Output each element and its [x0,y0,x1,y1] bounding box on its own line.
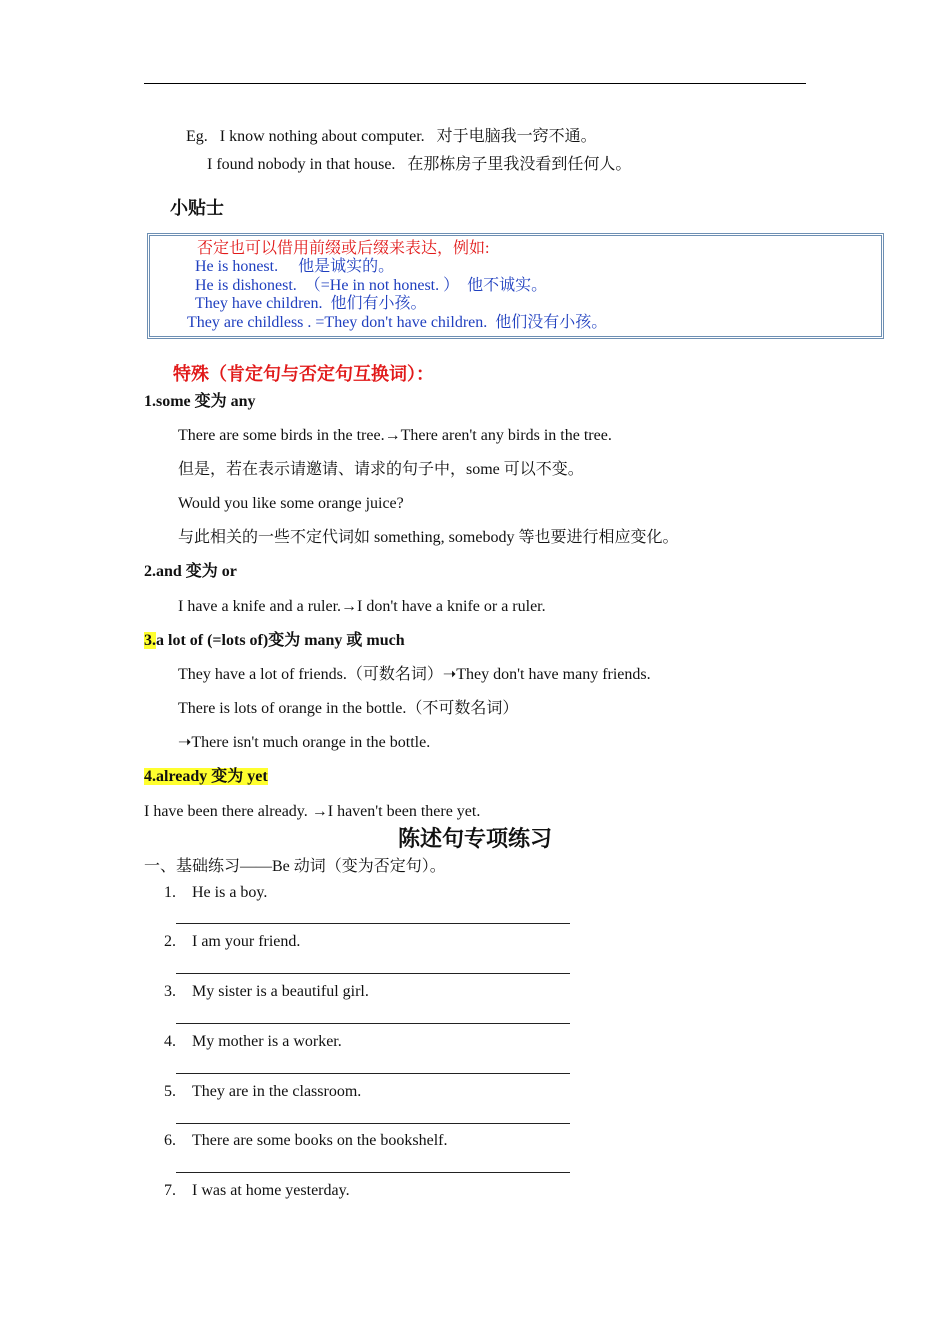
rule-3-heading-row [144,631,405,651]
rule-3-line-1: There is lots of orange in the bottle.（不可数名词） [178,700,519,717]
question-1-num: 1. [164,884,176,901]
answer-line-6[interactable] [176,1172,570,1173]
question-5-text: They are in the classroom. [192,1083,362,1100]
answer-line-5[interactable] [176,1123,570,1124]
eg-label: Eg. [186,128,208,145]
rule-3-heading: a lot of (=lots of)变为 many 或 much [156,632,405,649]
rule-1-heading: 1.some 变为 any [144,393,256,410]
rule-1-line-0: There are some birds in the tree.→There aren't any birds in the tree. [178,427,612,444]
tip-line-4: They are childless . =They don't have children. 他们没有小孩。 [187,314,608,331]
tip-line-3: They have children. 他们有小孩。 [195,295,427,312]
rule-2-line-0: I have a knife and a ruler.→I don't have a knife or a ruler. [178,598,546,615]
answer-line-1[interactable] [176,923,570,924]
question-2-text: I am your friend. [192,933,301,950]
question-6-num: 6. [164,1132,176,1149]
question-4-text: My mother is a worker. [192,1033,342,1050]
rule-3-num: 3. [144,632,156,649]
rule-4-line-0: I have been there already. →I haven't been there yet. [144,803,481,820]
question-2-num: 2. [164,933,176,950]
rule-3-line-2: ➝There isn't much orange in the bottle. [178,734,431,751]
example-1-zh: 对于电脑我一窍不通。 [436,128,597,145]
rule-1-line-2: Would you like some orange juice? [178,495,404,512]
rule-4-heading: 4.already 变为 yet [144,768,268,785]
rule-1-line-3: 与此相关的一些不定代词如 something, somebody 等也要进行相应变化。 [178,529,679,546]
exercise-section: 一、基础练习——Be 动词（变为否定句）。 [144,858,446,875]
special-title: 特殊（肯定句与否定句互换词）： [173,364,434,384]
question-6-text: There are some books on the bookshelf. [192,1132,448,1149]
rule-2-heading: 2.and 变为 or [144,563,237,580]
example-line-2 [207,155,631,175]
exercise-title: 陈述句专项练习 [397,826,552,851]
tip-line-2: He is dishonest. （=He in not honest. ） 他不诚实。 [195,277,548,294]
answer-line-2[interactable] [176,973,570,974]
tip-line-0: 否定也可以借用前缀或后缀来表达，例如: [197,240,490,257]
question-5-num: 5. [164,1083,176,1100]
rule-4-heading-row [144,767,268,787]
answer-line-4[interactable] [176,1073,570,1074]
question-3-num: 3. [164,983,176,1000]
header-rule [144,83,806,84]
example-2-en: I found nobody in that house. [207,156,396,173]
example-1-en: I know nothing about computer. [219,128,425,145]
question-1-text: He is a boy. [192,884,268,901]
question-7-num: 7. [164,1182,176,1199]
tip-title: 小贴士 [170,198,224,218]
answer-line-3[interactable] [176,1023,570,1024]
question-3-text: My sister is a beautiful girl. [192,983,369,1000]
rule-3-line-0: They have a lot of friends.（可数名词）➝They don't have many friends. [178,666,651,683]
rule-1-line-1: 但是，若在表示请邀请、请求的句子中，some 可以不变。 [178,461,584,478]
tip-line-1: He is honest. 他是诚实的。 [195,258,395,275]
example-line-1 [186,127,597,147]
question-4-num: 4. [164,1033,176,1050]
question-7-text: I was at home yesterday. [192,1182,350,1199]
example-2-zh: 在那栋房子里我没看到任何人。 [407,156,632,173]
